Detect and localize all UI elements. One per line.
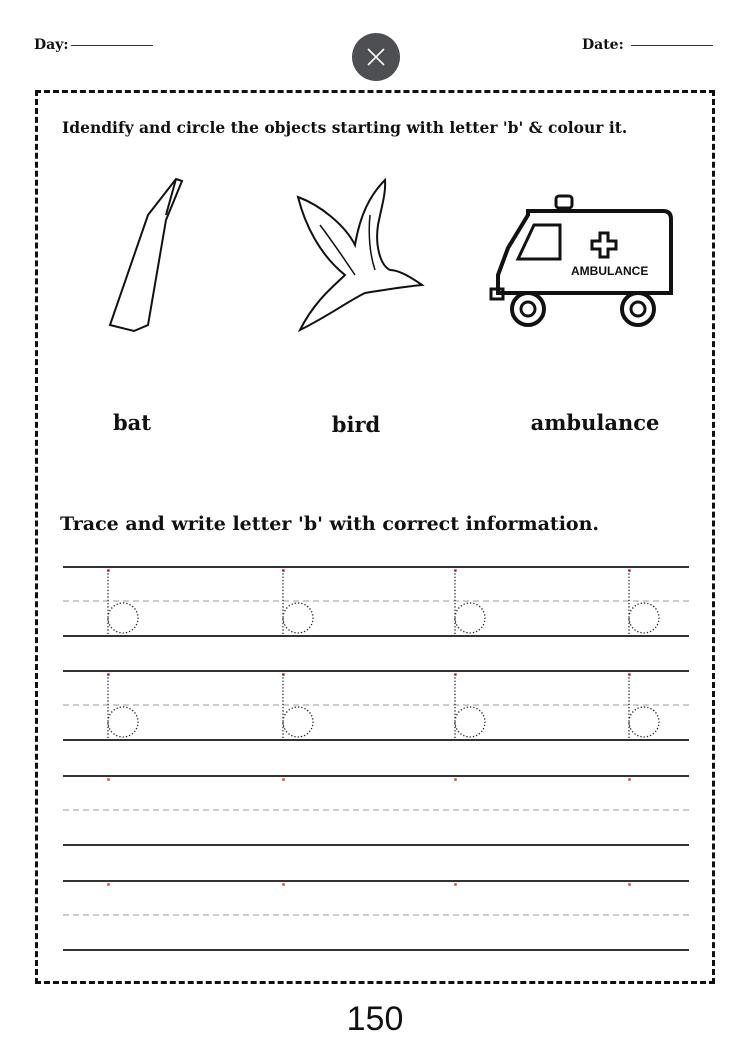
mid-dashed-line — [63, 914, 689, 916]
word-bat: bat — [113, 410, 151, 435]
close-button[interactable] — [352, 33, 400, 81]
traceable-letter-b[interactable] — [281, 570, 317, 640]
date-field[interactable] — [582, 37, 713, 53]
top-line — [63, 775, 689, 777]
start-dot — [454, 883, 457, 886]
day-field[interactable] — [34, 37, 153, 53]
start-dot — [282, 778, 285, 781]
day-label: Day: — [34, 37, 69, 53]
bird-icon — [290, 175, 430, 335]
mid-dashed-line — [63, 704, 689, 706]
base-line — [63, 949, 689, 951]
traceable-letter-b[interactable] — [281, 674, 317, 744]
date-label: Date: — [582, 37, 624, 53]
word-ambulance: ambulance — [530, 410, 660, 435]
base-line — [63, 844, 689, 846]
close-icon — [366, 47, 386, 67]
traceable-letter-b[interactable] — [453, 674, 489, 744]
instruction-1: Idendify and circle the objects starting with letter 'b' & colour it. — [62, 118, 628, 137]
word-bird: bird — [331, 412, 381, 437]
traceable-letter-b[interactable] — [106, 674, 142, 744]
mid-dashed-line — [63, 809, 689, 811]
start-dot — [628, 883, 631, 886]
start-dot — [107, 883, 110, 886]
base-line — [63, 635, 689, 637]
traceable-letter-b[interactable] — [627, 674, 663, 744]
start-dot — [282, 883, 285, 886]
base-line — [63, 739, 689, 741]
ambulance-icon — [488, 193, 678, 333]
top-line — [63, 670, 689, 672]
instruction-2: Trace and write letter 'b' with correct information. — [60, 513, 600, 535]
ambulance-sign: AMBULANCE — [571, 264, 649, 278]
cricket-bat-icon — [100, 175, 190, 335]
start-dot — [107, 778, 110, 781]
start-dot — [628, 778, 631, 781]
top-line — [63, 566, 689, 568]
mid-dashed-line — [63, 600, 689, 602]
traceable-letter-b[interactable] — [106, 570, 142, 640]
traceable-letter-b[interactable] — [453, 570, 489, 640]
start-dot — [454, 778, 457, 781]
page-number: 150 — [346, 1000, 404, 1038]
top-line — [63, 880, 689, 882]
traceable-letter-b[interactable] — [627, 570, 663, 640]
